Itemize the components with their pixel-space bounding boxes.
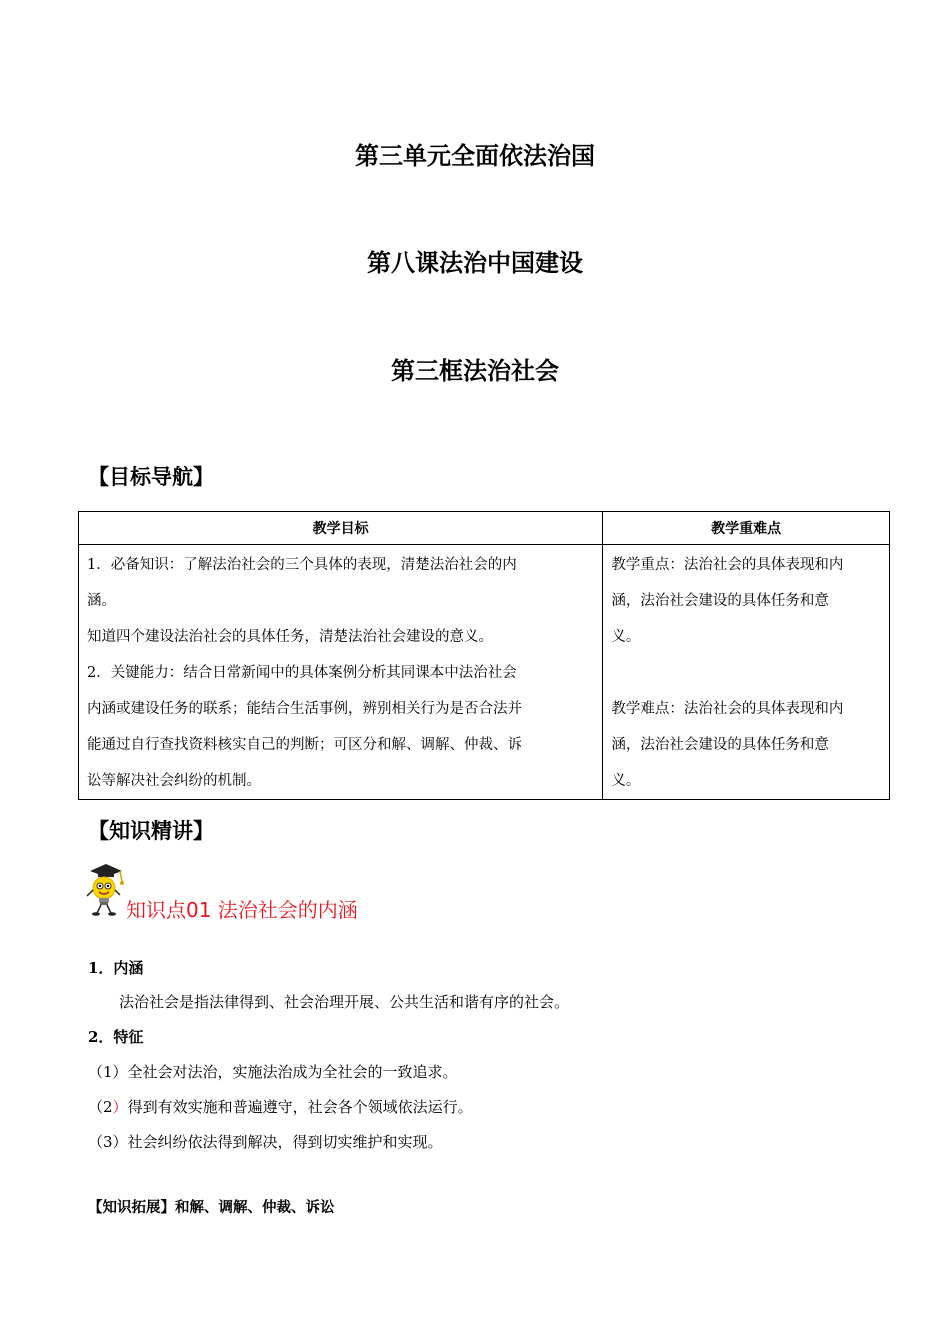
feature-item-2: [88, 1096, 473, 1117]
frame-title: 第三框法治社会: [391, 357, 559, 385]
goal-line: 讼等解决社会纠纷的机制。: [87, 773, 261, 789]
knowledge-extension-heading: 【知识拓展】和解、调解、仲裁、诉讼: [88, 1199, 335, 1216]
goal-line: 2．关键能力：结合日常新闻中的具体案例分析其同课本中法治社会: [87, 665, 517, 681]
goals-table-header-row: [79, 512, 890, 545]
goal-line: 内涵或建设任务的联系；能结合生活事例，辨别相关行为是否合法并: [87, 701, 522, 717]
knowledge-point-title: 知识点01 法治社会的内涵: [126, 898, 358, 922]
bulb-graduate-mascot-icon: [84, 862, 128, 916]
goals-table: [78, 511, 890, 800]
teaching-goals-cell: [79, 545, 603, 800]
goals-nav-heading: 【目标导航】: [88, 465, 214, 489]
feature-item-2-prefix: （2: [88, 1098, 113, 1116]
key-point-line: 涵，法治社会建设的具体任务和意: [611, 737, 829, 753]
feature-item-3: （3）社会纠纷依法得到解决，得到切实维护和实现。: [88, 1133, 443, 1151]
key-point-spacer: [611, 655, 881, 691]
unit-title: 第三单元全面依法治国: [355, 142, 595, 170]
key-point-line: 义。: [611, 773, 641, 789]
key-points-cell: [603, 545, 890, 800]
section-heading-features: 2．特征: [88, 1028, 144, 1046]
feature-item-1: （1）全社会对法治，实施法治成为全社会的一致追求。: [88, 1063, 458, 1081]
key-point-line: 教学重点：法治社会的具体表现和内: [611, 557, 844, 573]
feature-item-2-paren: ）: [112, 1098, 128, 1116]
goal-line: 1．必备知识：了解法治社会的三个具体的表现，清楚法治社会的内: [87, 557, 517, 573]
goal-line: 能通过自行查找资料核实自己的判断；可区分和解、调解、仲裁、诉: [87, 737, 522, 753]
connotation-paragraph: 法治社会是指法律得到、社会治理开展、公共生活和谐有序的社会。: [119, 993, 570, 1011]
header-teaching-goals: 教学目标: [79, 512, 603, 545]
feature-item-2-text: 得到有效实施和普遍遵守，社会各个领域依法运行。: [127, 1098, 473, 1116]
goals-table-body-row: [79, 545, 890, 800]
key-point-line: 涵，法治社会建设的具体任务和意: [611, 593, 829, 609]
section-heading-connotation: 1．内涵: [88, 959, 144, 977]
goal-line: 涵。: [87, 593, 116, 609]
key-point-line: 教学难点：法治社会的具体表现和内: [611, 701, 844, 717]
goal-line: 知道四个建设法治社会的具体任务，清楚法治社会建设的意义。: [87, 629, 493, 645]
header-key-points: 教学重难点: [603, 512, 890, 545]
key-point-line: 义。: [611, 629, 641, 645]
knowledge-heading: 【知识精讲】: [88, 819, 214, 843]
lesson-title: 第八课法治中国建设: [367, 249, 583, 277]
